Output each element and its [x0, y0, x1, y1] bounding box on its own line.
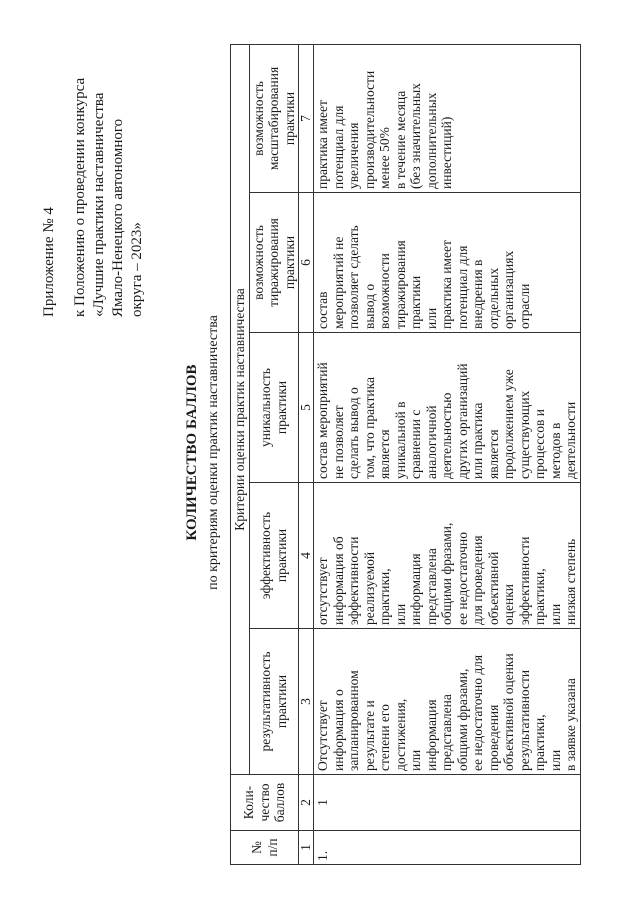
- column-number: 3: [299, 629, 314, 775]
- table-header-row: [231, 44, 250, 864]
- column-header-efficiency: эффективность практики: [249, 483, 299, 629]
- column-number: 5: [299, 333, 314, 483]
- appendix-number: Приложение № 4: [41, 207, 57, 317]
- column-header-no: № п/п: [231, 831, 299, 865]
- table-cell: отсутствует информация об эффективности реализуемой практики, или информация представлена общими фразами, ее недостаточно для проведения объективной оценки эффективности практики, или низкая степень: [314, 483, 581, 629]
- column-header-effectiveness-results: результативность практики: [249, 629, 299, 775]
- table-cell: практика имеет потенциал для увеличения производительности менее 50% в течение месяца (без значительных дополнительных инвестиций): [314, 44, 581, 192]
- appendix-reference: к Положению о проведении конкурса «Лучшие практики наставничества Ямало-Ненецкого автономного округа – 2023»: [72, 77, 145, 317]
- table-row: [314, 44, 581, 864]
- column-number: 1: [299, 831, 314, 865]
- page-subtitle: по критериям оценки практик наставничества: [206, 315, 221, 590]
- column-header-uniqueness: уникальность практики: [249, 333, 299, 483]
- appendix-block: [40, 37, 147, 317]
- table-cell: состав мероприятий не позволяет сделать вывод о возможности тиражирования практики или практика имеет потенциал для внедрения в отдельных организациях отрасли: [314, 193, 581, 333]
- column-number: 6: [299, 193, 314, 333]
- column-number: 4: [299, 483, 314, 629]
- row-score: 1: [314, 775, 581, 831]
- row-number: 1.: [314, 831, 581, 865]
- column-number-row: [299, 44, 314, 864]
- table-cell: состав мероприятий не позволяет сделать вывод о том, что практика является уникальной в сравнении с аналогичной деятельностью других организаций или практика является продолжением уже существующих процессов и методов в деятельности: [314, 333, 581, 483]
- column-header-scalability: возможность масштабирования практики: [249, 44, 299, 192]
- column-group-criteria: Критерии оценки практик наставничества: [231, 44, 250, 774]
- page-title: КОЛИЧЕСТВО БАЛЛОВ: [184, 364, 200, 541]
- column-header-replicability: возможность тиражирования практики: [249, 193, 299, 333]
- column-number: 2: [299, 775, 314, 831]
- column-header-score: Коли- чество баллов: [231, 775, 299, 831]
- table-cell: Отсутствует информация о запланированном результате и степени его достижения, или информация представлена общими фразами, ее недостаточно для проведения объективной оценки результативности практики, или в заявке указана: [314, 629, 581, 775]
- scores-table: [230, 44, 581, 865]
- table-subheader-row: [249, 44, 299, 864]
- column-number: 7: [299, 44, 314, 192]
